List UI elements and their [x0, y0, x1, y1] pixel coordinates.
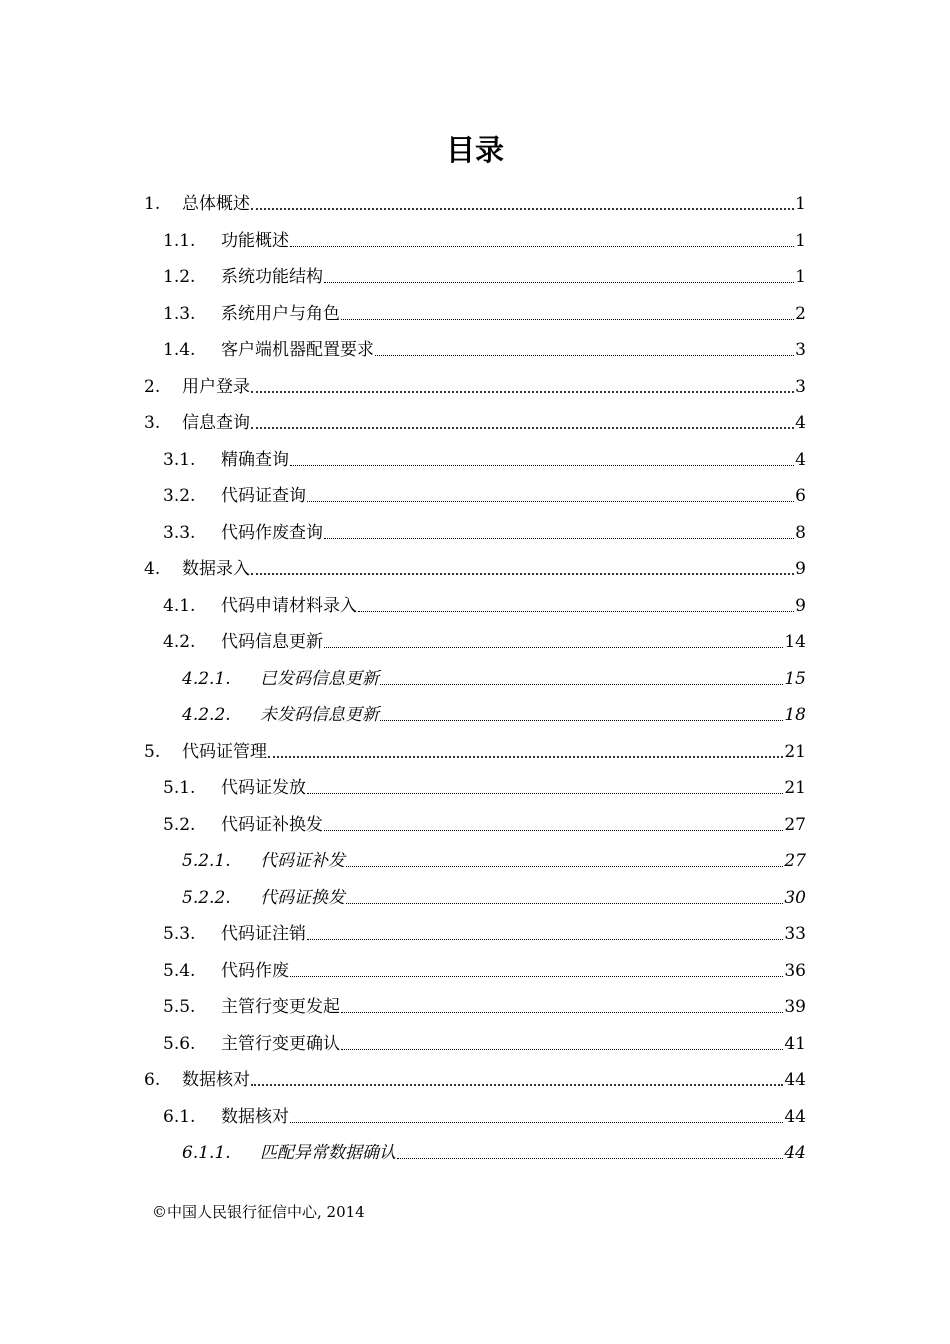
toc-entry[interactable] [163, 586, 806, 616]
toc-entry[interactable] [163, 257, 806, 287]
toc-entry[interactable] [163, 294, 806, 324]
toc-entry-title: 代码证补换发 [221, 814, 323, 835]
toc-entry-page: 44 [784, 1106, 806, 1127]
toc-entry-number: 1. [144, 194, 161, 214]
toc-entry-title: 数据核对 [221, 1106, 289, 1127]
dot-leader [324, 647, 783, 648]
toc-entry[interactable] [163, 513, 806, 543]
toc-entry-title: 系统用户与角色 [221, 303, 340, 324]
toc-entry[interactable] [163, 622, 806, 652]
toc-entry-number: 5.6. [163, 1033, 196, 1054]
dot-leader [307, 939, 783, 940]
dot-leader [290, 1122, 783, 1123]
dot-leader [324, 538, 794, 539]
toc-entry-title: 主管行变更确认 [221, 1033, 340, 1054]
dot-leader [251, 427, 794, 429]
dot-leader [290, 465, 794, 466]
toc-entry-title: 代码证换发 [260, 887, 345, 908]
toc-entry[interactable] [144, 184, 806, 214]
toc-entry-number: 5.4. [163, 960, 196, 981]
toc-entry-title: 客户端机器配置要求 [221, 340, 374, 360]
toc-entry[interactable] [182, 659, 806, 689]
toc-entry-page: 4 [795, 449, 806, 470]
toc-entry-page: 27 [784, 851, 806, 871]
toc-entry-page: 44 [784, 1070, 806, 1090]
toc-entry-title: 功能概述 [221, 230, 289, 251]
toc-entry-title: 精确查询 [221, 449, 289, 470]
toc-entry-title: 未发码信息更新 [260, 705, 379, 725]
toc-entry-number: 5. [144, 741, 161, 762]
toc-entry-number: 6.1.1. [182, 1143, 231, 1163]
toc-entry[interactable] [163, 440, 806, 470]
toc-entry-page: 41 [784, 1033, 806, 1054]
toc-entry-title: 代码证发放 [221, 778, 306, 798]
toc-entry-number: 1.4. [163, 340, 196, 360]
toc-entry-number: 5.2.2. [182, 887, 231, 908]
toc-entry-page: 2 [795, 303, 806, 324]
toc-entry-page: 33 [784, 924, 806, 944]
dot-leader [307, 793, 783, 794]
toc-entry-number: 4. [144, 559, 161, 579]
toc-entry-number: 5.2.1. [182, 851, 231, 871]
toc-entry[interactable] [163, 1097, 806, 1127]
toc-entry[interactable] [163, 768, 806, 798]
toc-entry-page: 27 [784, 814, 806, 835]
toc-entry-number: 4.1. [163, 595, 196, 616]
toc-entry-title: 数据核对 [182, 1070, 250, 1090]
toc-entry-page: 18 [784, 705, 806, 725]
toc-entry-number: 3.1. [163, 449, 196, 470]
toc-entry[interactable] [144, 403, 806, 433]
toc-entry[interactable] [163, 221, 806, 251]
toc-entry-page: 9 [795, 559, 806, 579]
toc-entry-number: 3. [144, 413, 161, 433]
toc-entry-number: 6. [144, 1070, 161, 1090]
dot-leader [346, 903, 783, 904]
toc-entry-number: 6.1. [163, 1106, 196, 1127]
toc-entry[interactable] [163, 476, 806, 506]
toc-entry-title: 总体概述 [182, 194, 250, 214]
dot-leader [324, 282, 794, 283]
dot-leader [251, 573, 794, 575]
dot-leader [341, 319, 794, 320]
toc-entry[interactable] [182, 695, 806, 725]
toc-entry-page: 14 [784, 632, 806, 652]
dot-leader [251, 1084, 783, 1086]
toc-entry-title: 代码证查询 [221, 486, 306, 506]
toc-entry[interactable] [163, 330, 806, 360]
toc-entry-page: 44 [784, 1143, 806, 1163]
dot-leader [268, 756, 783, 758]
toc-entry-title: 匹配异常数据确认 [260, 1143, 396, 1163]
toc-entry-number: 2. [144, 376, 161, 397]
toc-entry-page: 4 [795, 413, 806, 433]
toc-entry-page: 15 [784, 668, 806, 689]
toc-entry-number: 5.3. [163, 924, 196, 944]
dot-leader [290, 246, 794, 247]
toc-entry[interactable] [182, 841, 806, 871]
toc-entry[interactable] [144, 549, 806, 579]
toc-entry-page: 21 [784, 778, 806, 798]
toc-entry-page: 3 [795, 340, 806, 360]
toc-entry-title: 代码信息更新 [221, 632, 323, 652]
toc-entry[interactable] [182, 1133, 806, 1163]
toc-entry-page: 21 [784, 741, 806, 762]
toc-entry-page: 6 [795, 486, 806, 506]
toc-entry[interactable] [163, 951, 806, 981]
toc-entry-page: 9 [795, 595, 806, 616]
dot-leader [341, 1012, 783, 1013]
toc-entry-title: 信息查询 [182, 413, 250, 433]
toc-entry-title: 数据录入 [182, 559, 250, 579]
toc-entry[interactable] [163, 914, 806, 944]
page-title: 目录 [445, 133, 504, 167]
toc-entry-title: 已发码信息更新 [260, 668, 379, 689]
toc-entry-title: 代码申请材料录入 [221, 595, 357, 616]
toc-entry-number: 5.5. [163, 997, 196, 1017]
toc-entry-page: 3 [795, 376, 806, 397]
toc-entry-number: 4.2.1. [182, 668, 231, 689]
dot-leader [307, 501, 794, 502]
toc-entry-title: 代码证注销 [221, 924, 306, 944]
toc-entry-title: 代码作废 [221, 960, 289, 981]
dot-leader [346, 866, 783, 867]
toc-entry-number: 5.2. [163, 814, 196, 835]
dot-leader [358, 611, 794, 612]
toc-entry-page: 1 [795, 267, 806, 287]
toc-entry[interactable] [144, 1060, 806, 1090]
toc-entry[interactable] [163, 987, 806, 1017]
dot-leader [251, 208, 794, 210]
dot-leader [397, 1158, 783, 1159]
toc-entry-title: 主管行变更发起 [221, 997, 340, 1017]
dot-leader [324, 830, 783, 831]
toc-entry-page: 8 [795, 522, 806, 543]
toc-entry[interactable] [144, 367, 806, 397]
toc-entry-title: 代码证补发 [260, 851, 345, 871]
toc-entry-page: 39 [784, 997, 806, 1017]
dot-leader [290, 976, 783, 977]
toc-entry-number: 3.2. [163, 486, 196, 506]
toc-entry-number: 1.3. [163, 303, 196, 324]
toc-entry-title: 代码作废查询 [221, 522, 323, 543]
toc-entry-title: 系统功能结构 [221, 267, 323, 287]
toc-entry[interactable] [163, 805, 806, 835]
copyright-footer: ©中国人民银行征信中心, 2014 [152, 1203, 365, 1221]
toc-entry-number: 1.1. [163, 230, 196, 251]
toc-entry-page: 30 [784, 887, 806, 908]
toc-entry-page: 1 [795, 230, 806, 251]
dot-leader [375, 355, 794, 356]
toc-entry-page: 36 [784, 960, 806, 981]
toc-entry-number: 4.2. [163, 632, 196, 652]
toc-entry[interactable] [144, 732, 806, 762]
dot-leader [341, 1049, 783, 1050]
toc-entry-title: 用户登录 [182, 376, 250, 397]
toc-entry-number: 3.3. [163, 522, 196, 543]
dot-leader [251, 391, 794, 393]
toc-entry-page: 1 [795, 194, 806, 214]
toc-entry-number: 4.2.2. [182, 705, 231, 725]
toc-entry[interactable] [163, 1024, 806, 1054]
dot-leader [380, 684, 783, 685]
toc-entry[interactable] [182, 878, 806, 908]
toc-entry-title: 代码证管理 [182, 741, 267, 762]
dot-leader [380, 720, 783, 721]
toc-entry-number: 5.1. [163, 778, 196, 798]
toc-entry-number: 1.2. [163, 267, 196, 287]
